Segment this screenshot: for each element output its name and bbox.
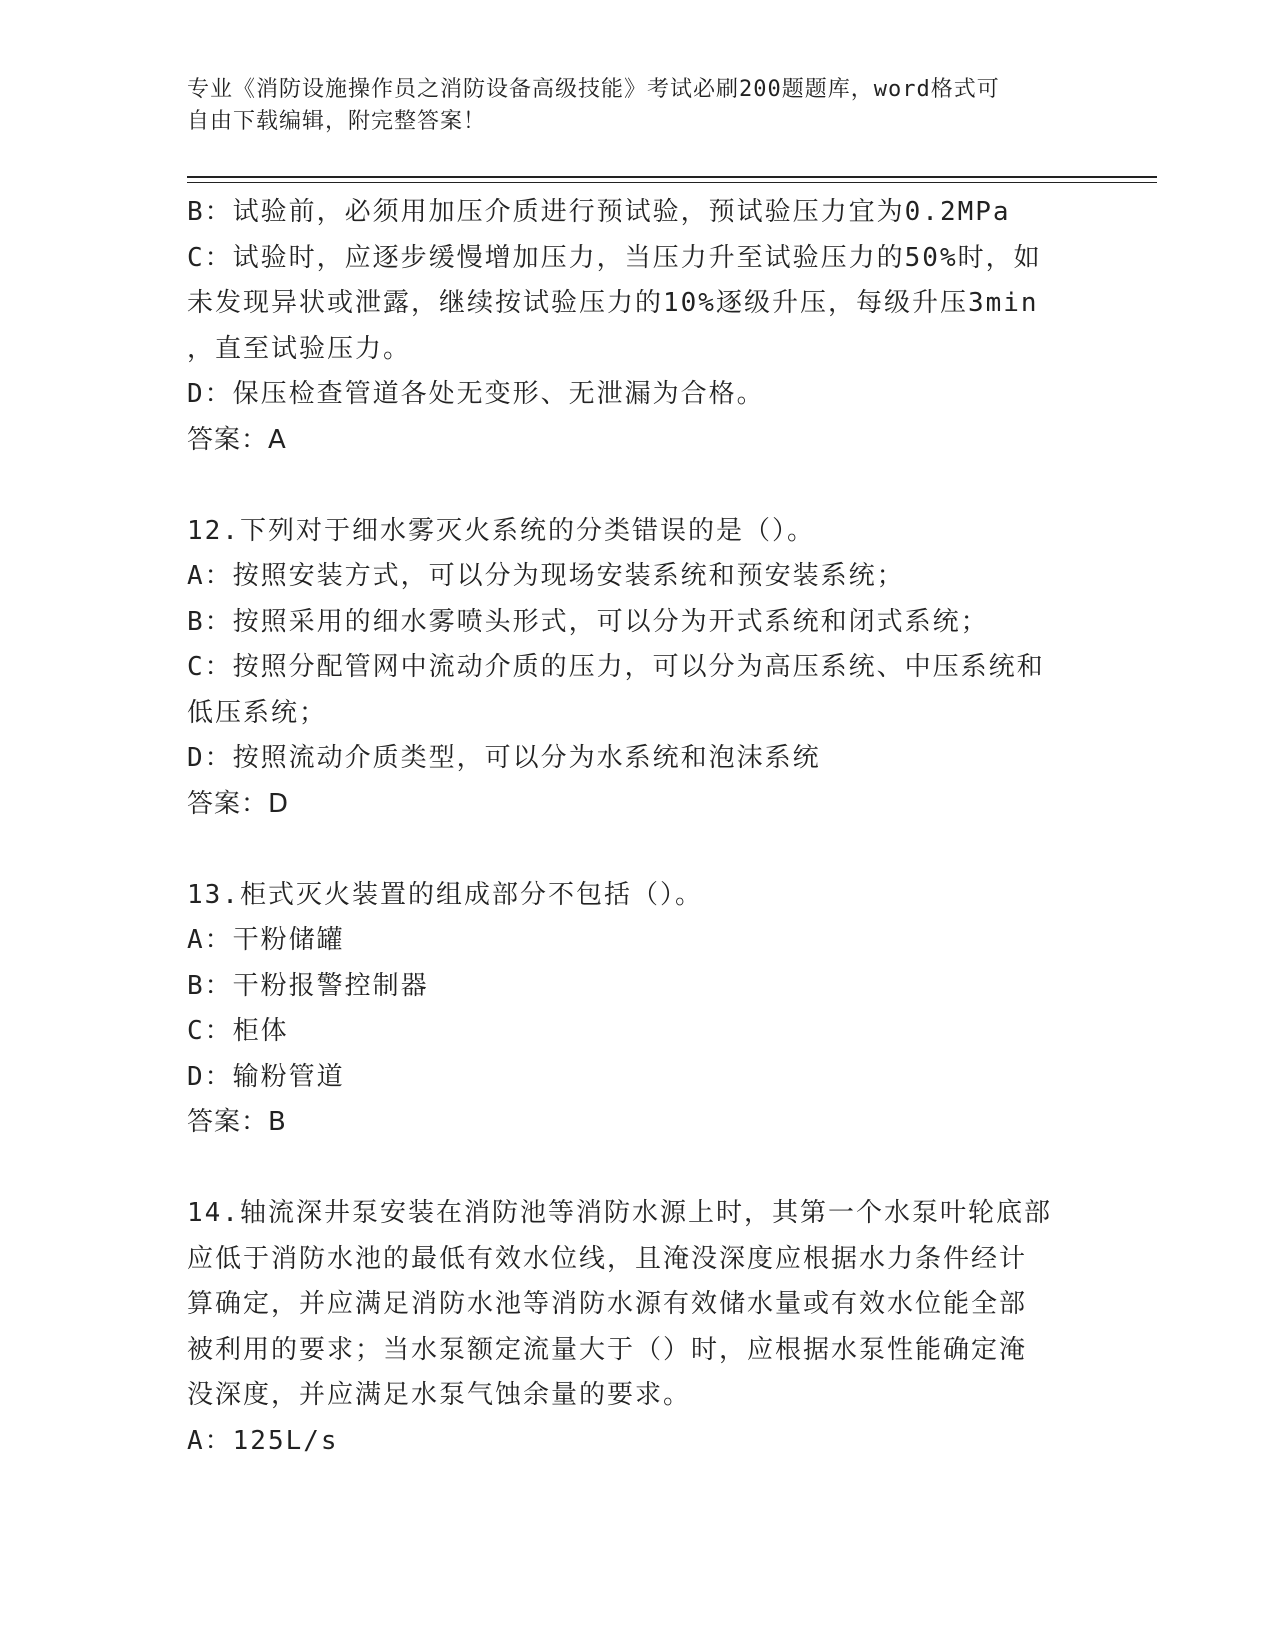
- question-14: [187, 1191, 1087, 1464]
- option-b: B：干粉报警控制器: [187, 970, 429, 1001]
- option-c-cont: 未发现异状或泄露，继续按试验压力的10%逐级升压，每级升压3min: [187, 288, 1039, 318]
- question-11: [187, 190, 1087, 463]
- question-text-cont: 应低于消防水池的最低有效水位线，且淹没深度应根据水力条件经计: [187, 1243, 1028, 1274]
- question-12: [187, 509, 1087, 828]
- option-c: C：试验时，应逐步缓慢增加压力，当压力升至试验压力的50%时，如: [187, 242, 1042, 273]
- header-divider-thick: [187, 176, 1157, 178]
- option-a: A：干粉储罐: [187, 925, 345, 955]
- option-c: C：柜体: [187, 1016, 289, 1046]
- header-line-1: 专业《消防设施操作员之消防设备高级技能》考试必刷200题题库，word格式可: [187, 77, 1000, 102]
- answer-line: 答案：D: [187, 788, 290, 819]
- spacer: [187, 827, 1087, 873]
- option-a: A：125L/s: [187, 1425, 339, 1456]
- question-text: 13.柜式灭火装置的组成部分不包括（）。: [187, 879, 703, 910]
- question-text: 14.轴流深井泵安装在消防池等消防水源上时，其第一个水泵叶轮底部: [187, 1198, 1052, 1228]
- question-text: 12.下列对于细水雾灭火系统的分类错误的是（）。: [187, 515, 815, 546]
- option-c: C：按照分配管网中流动介质的压力，可以分为高压系统、中压系统和: [187, 652, 1045, 682]
- option-d: D：保压检查管道各处无变形、无泄漏为合格。: [187, 379, 765, 409]
- question-13: [187, 873, 1087, 1146]
- option-b: B：试验前，必须用加压介质进行预试验，预试验压力宜为0.2MPa: [187, 197, 1011, 227]
- option-c-cont: 低压系统；: [187, 697, 328, 728]
- question-text-cont: 算确定，并应满足消防水池等消防水源有效储水量或有效水位能全部: [187, 1289, 1028, 1319]
- header-line-2: 自由下载编辑，附完整答案！: [187, 109, 487, 134]
- option-a: A：按照安装方式，可以分为现场安装系统和预安装系统；: [187, 561, 905, 591]
- answer-line: 答案：A: [187, 424, 287, 455]
- option-c-cont: ，直至试验压力。: [187, 333, 412, 364]
- spacer: [187, 463, 1087, 509]
- option-d: D：按照流动介质类型，可以分为水系统和泡沫系统: [187, 743, 821, 773]
- spacer: [187, 1146, 1087, 1192]
- question-text-cont: 被利用的要求；当水泵额定流量大于（）时，应根据水泵性能确定淹: [187, 1334, 1028, 1365]
- document-header: [187, 74, 1067, 138]
- header-divider-thin: [187, 182, 1157, 183]
- option-d: D：输粉管道: [187, 1061, 345, 1092]
- question-text-cont: 没深度，并应满足水泵气蚀余量的要求。: [187, 1380, 692, 1410]
- option-b: B：按照采用的细水雾喷头形式，可以分为开式系统和闭式系统；: [187, 606, 989, 637]
- answer-line: 答案：B: [187, 1107, 287, 1137]
- document-body: [187, 190, 1087, 1464]
